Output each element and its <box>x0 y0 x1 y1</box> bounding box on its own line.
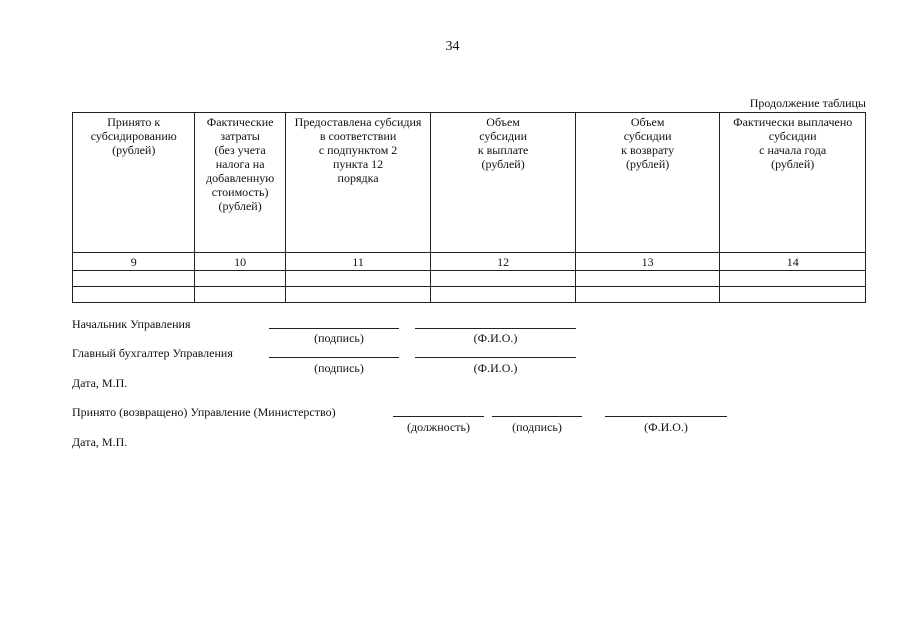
accountant-sign-caption: (подпись) <box>314 361 364 375</box>
accepted-name-caption: (Ф.И.О.) <box>644 420 688 434</box>
table-continuation-label: Продолжение таблицы <box>749 96 866 110</box>
empty-cell[interactable] <box>431 271 576 287</box>
accountant-name-caption: (Ф.И.О.) <box>473 361 518 375</box>
accepted-sign-caption: (подпись) <box>512 420 562 434</box>
empty-cell[interactable] <box>720 287 866 303</box>
column-number: 10 <box>195 253 285 271</box>
head-sign-caption: (подпись) <box>314 331 364 345</box>
header-accepted-for-subsidy: Принято к субсидированию (рублей) <box>73 113 195 253</box>
table-row <box>73 271 866 287</box>
accepted-name-line[interactable] <box>605 416 727 417</box>
empty-cell[interactable] <box>73 271 195 287</box>
empty-cell[interactable] <box>575 271 720 287</box>
header-subsidy-provided: Предоставлена субсидия в соответствии с подпунктом 2 пункта 12 порядка <box>285 113 431 253</box>
column-number-row <box>73 253 866 271</box>
column-number: 13 <box>575 253 720 271</box>
column-number: 12 <box>431 253 576 271</box>
empty-cell[interactable] <box>285 287 431 303</box>
head-name-caption: (Ф.И.О.) <box>473 331 518 345</box>
empty-cell[interactable] <box>195 271 285 287</box>
header-actually-paid: Фактически выплачено субсидии с начала года (рублей) <box>720 113 866 253</box>
accepted-signature-line[interactable] <box>492 416 582 417</box>
accepted-label: Принято (возвращено) Управление (Министерство) <box>72 405 336 419</box>
table-header-row <box>73 113 866 253</box>
header-subsidy-to-pay: Объем субсидии к выплате (рублей) <box>431 113 576 253</box>
column-number: 11 <box>285 253 431 271</box>
accountant-label: Главный бухгалтер Управления <box>72 346 233 360</box>
header-actual-costs: Фактические затраты (без учета налога на добавленную стоимость) (рублей) <box>195 113 285 253</box>
accountant-name-line[interactable] <box>415 357 576 358</box>
table-row <box>73 287 866 303</box>
page-number: 34 <box>445 39 460 54</box>
empty-cell[interactable] <box>73 287 195 303</box>
column-number: 14 <box>720 253 866 271</box>
date-label: Дата, М.П. <box>72 376 128 390</box>
head-label: Начальник Управления <box>72 317 191 331</box>
accepted-position-caption: (должность) <box>407 420 470 434</box>
empty-cell[interactable] <box>195 287 285 303</box>
accountant-signature-line[interactable] <box>269 357 399 358</box>
column-number: 9 <box>73 253 195 271</box>
accepted-position-line[interactable] <box>393 416 484 417</box>
empty-cell[interactable] <box>285 271 431 287</box>
head-signature-line[interactable] <box>269 328 399 329</box>
date-label: Дата, М.П. <box>72 435 128 449</box>
header-subsidy-to-return: Объем субсидии к возврату (рублей) <box>575 113 720 253</box>
subsidy-table <box>72 112 866 303</box>
empty-cell[interactable] <box>431 287 576 303</box>
empty-cell[interactable] <box>575 287 720 303</box>
head-name-line[interactable] <box>415 328 576 329</box>
empty-cell[interactable] <box>720 271 866 287</box>
